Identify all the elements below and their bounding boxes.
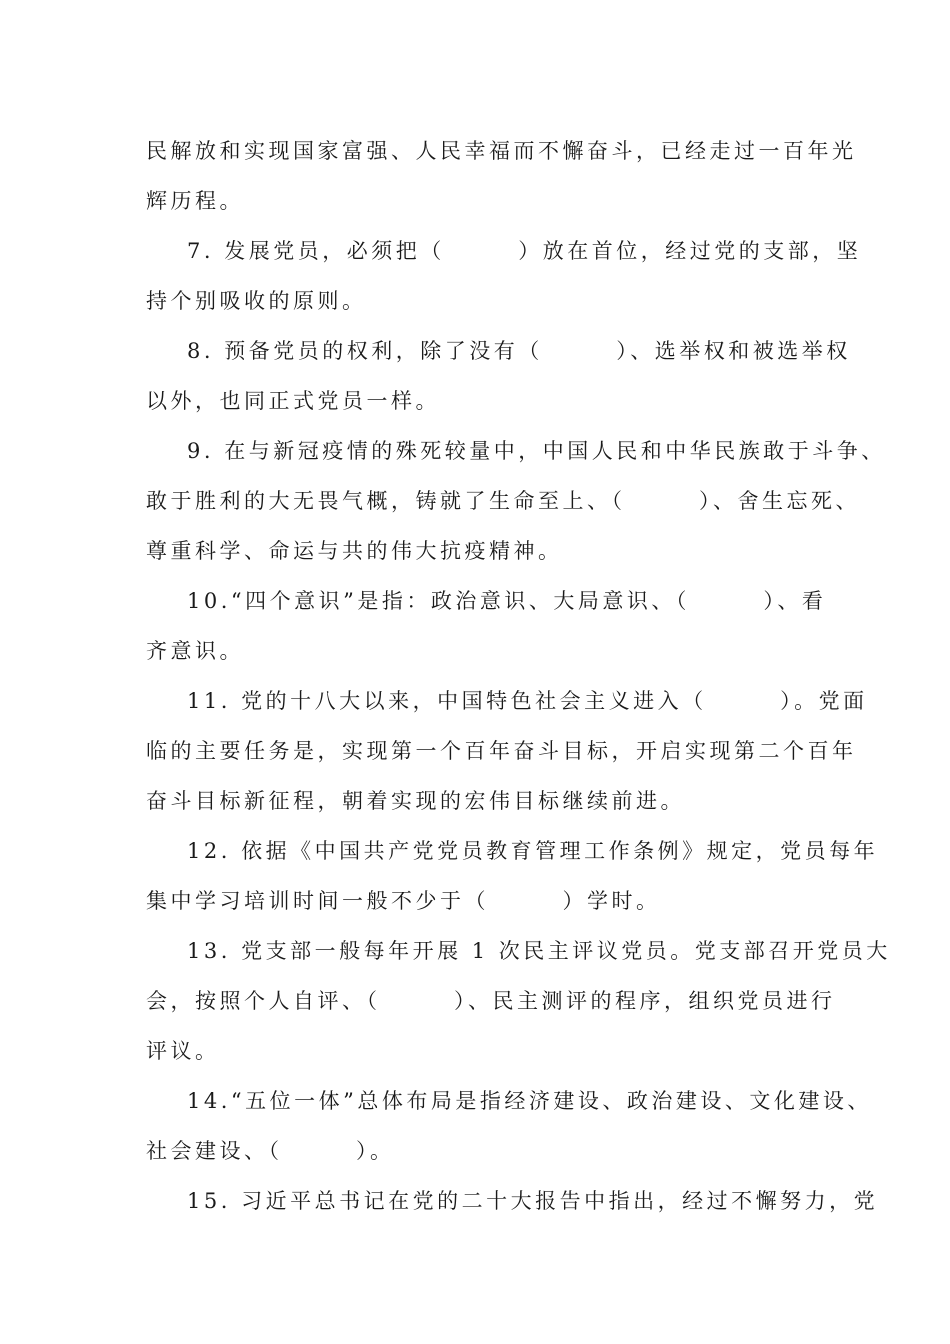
question-12-line: 12. 依据《中国共产党党员教育管理工作条例》规定，党员每年 — [187, 839, 879, 863]
text-line: 辉历程。 — [146, 189, 244, 213]
text-line: 持个别吸收的原则。 — [146, 289, 367, 313]
text-line: 尊重科学、命运与共的伟大抗疫精神。 — [146, 539, 563, 563]
question-15-line: 15. 习近平总书记在党的二十大报告中指出，经过不懈努力，党 — [187, 1189, 879, 1213]
question-10-line: 10.“四个意识”是指：政治意识、大局意识、（ ）、看 — [187, 589, 827, 613]
question-9-line: 9. 在与新冠疫情的殊死较量中，中国人民和中华民族敢于斗争、 — [187, 439, 886, 463]
text-line: 以外，也同正式党员一样。 — [146, 389, 440, 413]
question-8-line: 8. 预备党员的权利，除了没有（ ）、选举权和被选举权 — [187, 339, 851, 363]
question-7-line: 7. 发展党员，必须把（ ）放在首位，经过党的支部，坚 — [187, 239, 862, 263]
text-line: 奋斗目标新征程，朝着实现的宏伟目标继续前进。 — [146, 789, 685, 813]
text-line: 临的主要任务是，实现第一个百年奋斗目标，开启实现第二个百年 — [146, 739, 857, 763]
text-line: 会，按照个人自评、（ ）、民主测评的程序，组织党员进行 — [146, 989, 836, 1013]
text-line: 集中学习培训时间一般不少于（ ）学时。 — [146, 889, 661, 913]
text-line: 民解放和实现国家富强、人民幸福而不懈奋斗，已经走过一百年光 — [146, 139, 857, 163]
text-line: 评议。 — [146, 1039, 220, 1063]
text-line: 齐意识。 — [146, 639, 244, 663]
question-13-line: 13. 党支部一般每年开展 1 次民主评议党员。党支部召开党员大 — [187, 939, 891, 963]
text-line: 社会建设、（ ）。 — [146, 1139, 395, 1163]
text-line: 敢于胜利的大无畏气概，铸就了生命至上、（ ）、舍生忘死、 — [146, 489, 860, 513]
question-14-line: 14.“五位一体”总体布局是指经济建设、政治建设、文化建设、 — [187, 1089, 872, 1113]
question-11-line: 11. 党的十八大以来，中国特色社会主义进入（ ）。党面 — [187, 689, 868, 713]
